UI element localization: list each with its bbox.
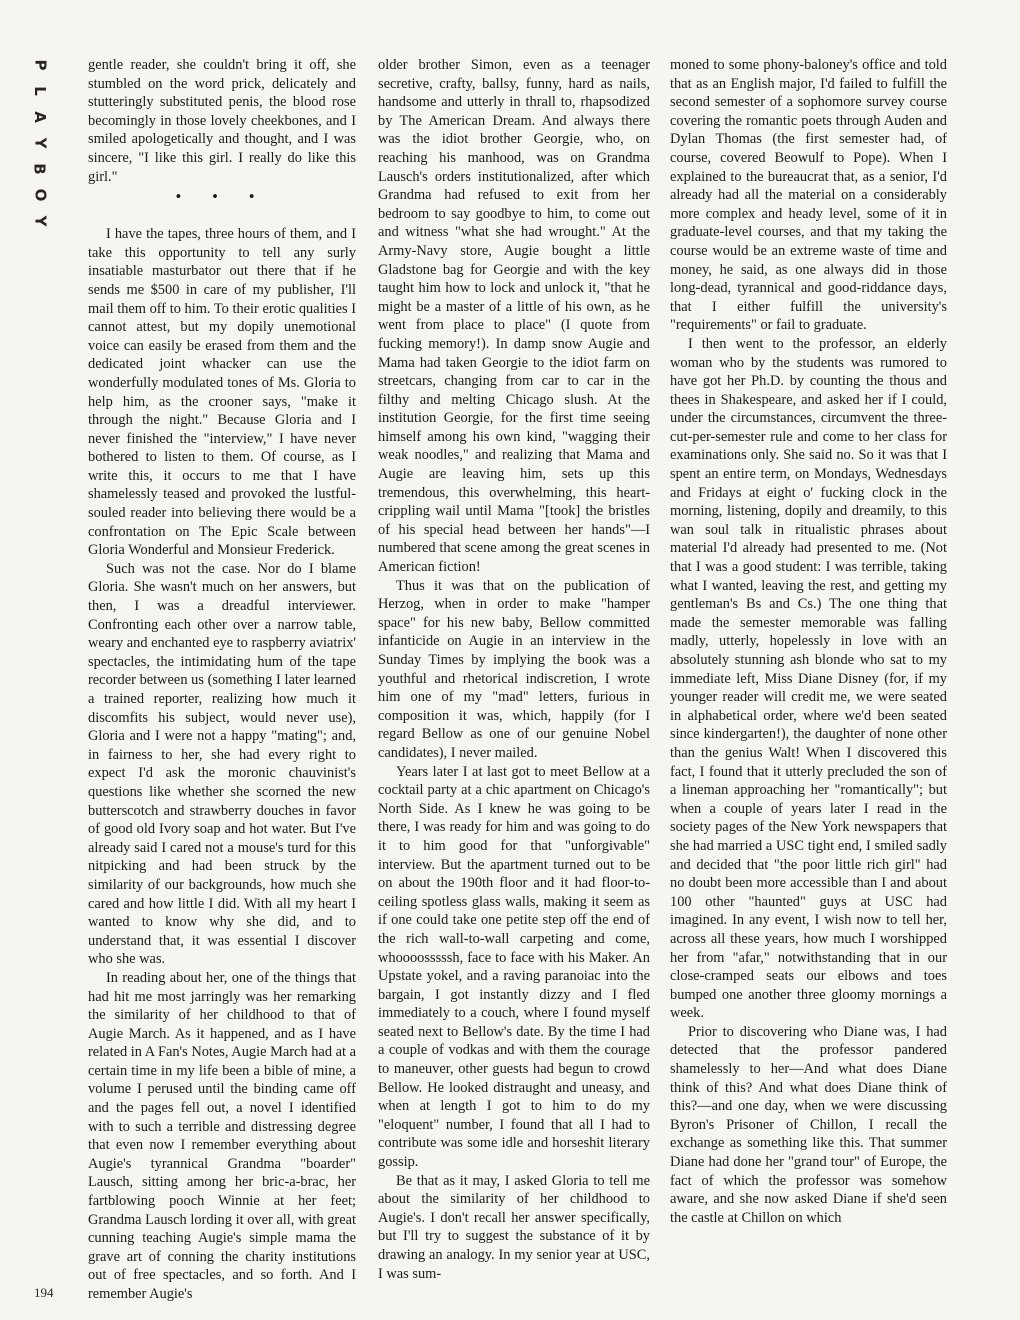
text-column-2 xyxy=(378,56,650,1304)
paragraph: Years later I at last got to meet Bellow at a cocktail party at a chic apartment on Chicago's North Side. As I knew he was going to be there, I was ready for him and was going to do it to him good for that "unforgivable" interview. But the apartment turned out to be on about the 190th floor and it had floor-to-ceiling spotless glass walls, making it seem as if one could take one petite step off the end of the rich wall-to-wall carpeting and come, whoooosssssh, face to face with his Maker. An Upstate yokel, and a raving paranoiac into the bargain, I got instantly dizzy and I fled immediately to a couch, where I found myself seated next to Bellow's date. By the time I had a couple of vodkas and with them the courage to maneuver, other guests had begun to crowd Bellow. He looked distraught and uneasy, and when at length I got to him to do my "eloquent" number, I found that all I had to contribute was some idle and horseshit literary gossip. xyxy=(378,763,650,1171)
text-column-3 xyxy=(670,56,947,1304)
paragraph: I then went to the professor, an elderly woman who by the students was rumored to have got her Ph.D. by counting the thous and thees in Shakespeare, and asked her if I could, under the circumstances, circumvent the three-cut-per-semester rule and come to her class for examinations only. She said no. So it was that I spent an entire term, on Mondays, Wednesdays and Fridays at eight o' fucking clock in the morning, listening, dopily and dreamily, to this wan soul talk in ritualistic phrases about material I'd already had presented to me. (Not that I was a good student: I was terrible, taking what I wanted, leaving the rest, and getting my gentleman's Bs and Cs.) The one thing that made the semester memorable was falling madly, utterly, hopelessly in love with an absolutely stunning ash blonde who sat to my immediate left, Miss Diane Disney (for, if my younger reader will credit me, we were seated in alphabetical order, where we'd been seated since kindergarten!), the daughter of none other than the genius Walt! When I discovered this fact, I found that it utterly precluded the son of a lineman approaching her "romantically"; but when a couple of years later I read in the society pages of the New York newspapers that she had married a USC tight end, I smiled sadly and decided that "the poor little rich girl" had no doubt been more accessible than I and about 100 other "haunted" guys at USC had imagined. In any event, I wish now to tell her, across all these years, how much I worshipped her from "afar," notwithstanding that in our close-cramped seats our elbows and toes bumped one another three gloomy mornings a week. xyxy=(670,335,947,1022)
paragraph: older brother Simon, even as a teenager secretive, crafty, ballsy, funny, hard as nails, handsome and utterly in thrall to, rhapsodized by The American Dream. And always there was the idiot brother Georgie, who, on reaching his manhood, was on Grandma Lausch's orders institutionalized, after which Grandma had refused to exit from her bedroom to say goodbye to him, to come out and witness "what she had wrought." At the Army-Navy store, Augie bought a little Gladstone bag for Georgie and with the key taught him how to lock and unlock it, "that he might be a master of a little of his own, as he went from place to place" (I quote from fucking memory!). In damp snow Augie and Mama had taken Georgie to the idiot farm on streetcars, changing from car to car in the filthy and melting Chicago slush. At the institution Georgie, for the first time seeing himself among his own kind, "wagging their weak noodles," and realizing that Mama and Augie are leaving him, sets up this tremendous, this overwhelming, this heart-crippling wail until Mama "[took] the bristles of his special head between her hands"—I numbered that scene among the great scenes in American fiction! xyxy=(378,57,650,576)
paragraph: gentle reader, she couldn't bring it off, she stumbled on the word prick, delicately and stutteringly substituted penis, the blood rose becomingly in those lovely cheekbones, and I smiled apologetically and thought, and I was sincere, "I like this girl. I really do like this girl." xyxy=(88,57,356,185)
masthead-letter: O xyxy=(30,188,49,202)
masthead-letter: A xyxy=(30,111,49,123)
paragraph: Prior to discovering who Diane was, I had detected that the professor pandered shamelessly to her—And what does Diane think of this? And what does Diane think of this?—and one day, when we were discussing Byron's Prisoner of Chillon, I recall the exchange as something like this. That summer Diane had done her "grand tour" of Europe, the fact of which the professor was somehow aware, and she now asked Diane if she'd seen the castle at Chillon on which xyxy=(670,1023,947,1226)
magazine-masthead xyxy=(28,52,52,234)
paragraph: Such was not the case. Nor do I blame Gloria. She wasn't much on her answers, but then, I was a dreadful interviewer. Confronting each other over a narrow table, weary and enchanted eye to raspberry aviatrix' spectacles, the intimidating hum of the tape recorder between us (something I later learned a trained reporter, realizing how much it discomfits his subject, would never use), Gloria and I were not a happy "mating"; and, in fairness to her, she had every right to expect I'd ask the moronic chauvinist's questions like whether she scorned the new butterscotch and strawberry douches in favor of good old Ivory soap and hot water. But I've already said I cared not a mouse's turd for this nitpicking and had been struck by the similarity of our backgrounds, how much she cared and how little I did. With all my heart I wanted to know why she did, and to understand that, it was essential I discover who she was. xyxy=(88,560,356,968)
masthead-letter: Y xyxy=(31,215,49,227)
masthead-letter: P xyxy=(31,59,49,71)
masthead-letter: B xyxy=(31,163,49,175)
paragraph: moned to some phony-baloney's office and told that as an English major, I'd failed to fulfill the second semester of a sophomore survey course covering the romantic poets through Auden and Dylan Thomas (the first semester had, of course, covered Beowulf to Pope). When I explained to the bureaucrat that, as a senior, I'd already had all the material on a considerably more complex and heady level, some of it in graduate-level courses, and that my taking the course would be an extreme waste of time and money, he said, as one always did in those long-dead, tyrannical and good-riddance days, that I either fulfill the university's "requirements" or fail to graduate. xyxy=(670,57,947,334)
text-column-1 xyxy=(88,56,356,1304)
paragraph: Be that as it may, I asked Gloria to tell me about the similarity of her childhood to Augie's. I don't recall her answer specifically, but I'll try to suggest the substance of it by drawing an analogy. In my senior year at USC, I was sum- xyxy=(378,1172,650,1282)
page-number: 194 xyxy=(34,1285,54,1300)
paragraph: Thus it was that on the publication of Herzog, when in order to make "hamper space" for his new baby, Bellow committed infanticide on Augie in an interview in the Sunday Times by implying the book was a youthful and rhetorical indiscretion, I wrote him one of my "mad" letters, furious in composition it was, which, happily (for I regard Bellow as one of our genuine Nobel candidates), I never mailed. xyxy=(378,577,650,761)
paragraph: In reading about her, one of the things that had hit me most jarringly was her remarking the similarity of her childhood to that of Augie March. As it happened, and as I have related in A Fan's Notes, Augie March had at a certain time in my life been a bible of mine, a volume I perused until the binding came off and the pages fell out, a novel I identified with to such a terrible and distressing degree that even now I remember everything about Augie's tyrannical Grandma "boarder" Lausch, sitting among her bric-a-brac, her fartblowing pooch Winnie at her feet; Grandma Lausch lording it over all, with great cunning teaching Augie's simple mama the grave art of conning the charity institutions out of free spectacles, and so forth. And I remember Augie's xyxy=(88,969,356,1302)
masthead-letter: L xyxy=(31,86,49,96)
masthead-letter: Y xyxy=(31,137,49,149)
section-separator: • • • xyxy=(175,189,269,206)
paragraph: I have the tapes, three hours of them, and I take this opportunity to tell any surly insatiable masturbator out there that if he sends me $500 in care of my publisher, I'll mail them off to him. To their erotic qualities I cannot attest, but my dopily unemotional voice can easily be erased from them and the dedicated joint whacker can use the wonderfully modulated tones of Ms. Gloria to help him, as the crooner says, "make it through the night." Because Gloria and I never finished the "interview," I have never bothered to listen to them. Of course, as I write this, it occurs to me that I have shamelessly teased and provoked the lustful-souled reader into believing there would be a confrontation on The Epic Scale between Gloria Wonderful and Monsieur Frederick. xyxy=(88,226,356,559)
